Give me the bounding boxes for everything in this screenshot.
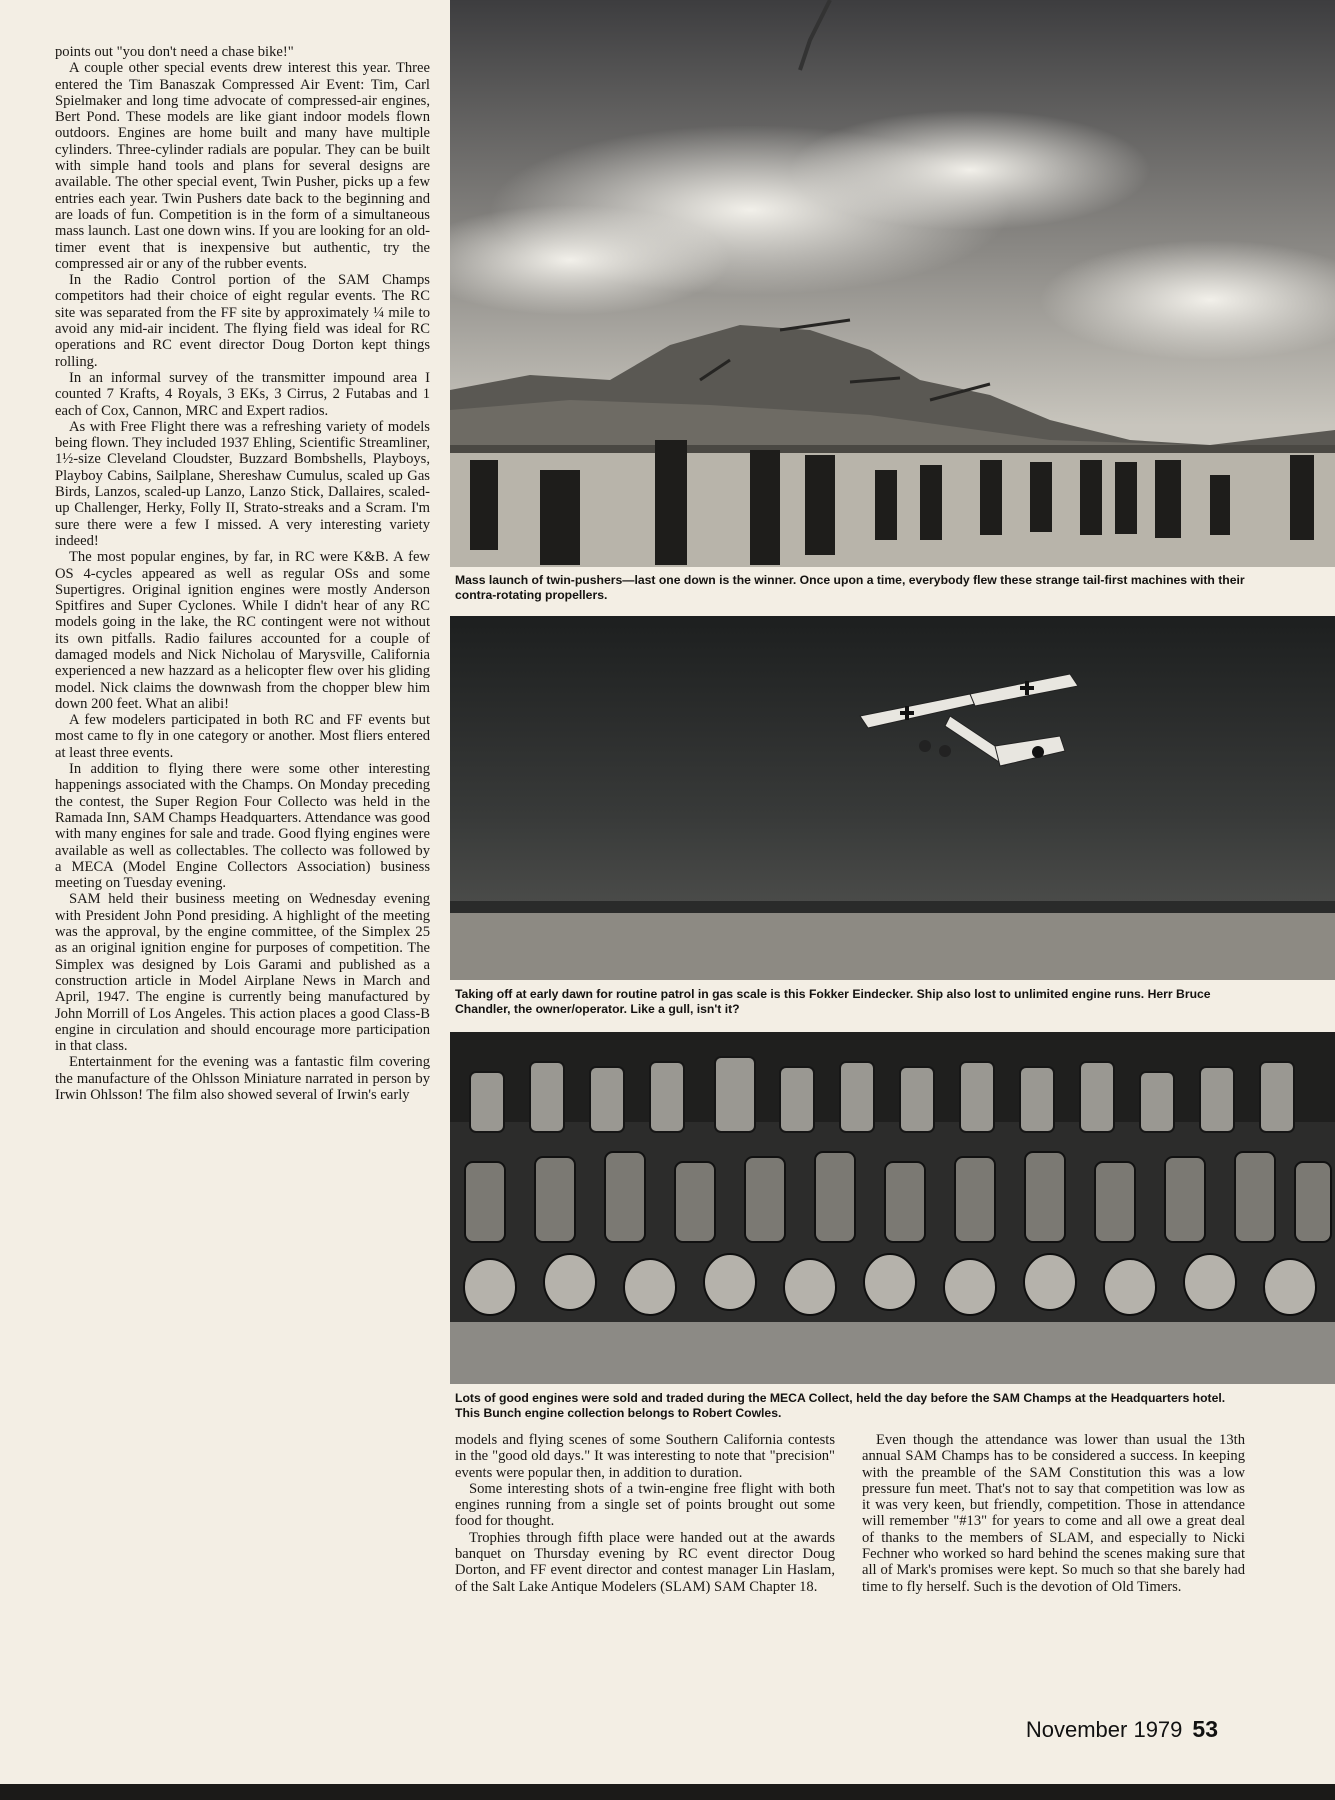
article-left-column [55,44,430,1103]
paragraph: SAM held their business meeting on Wednesday evening with President John Pond presiding. A highlight of the meeting was the approval, by the engine committee, of the Simplex 25 as an original ignition engine for purposes of competition. The Simplex was designed by Lois Garami and published as a construction article in Model Airplane News in March and April, 1947. The engine is currently being manufactured by John Morrill of Los Angeles. This action places a good Class-B engine in circulation and should encourage more participation in that class. [55,891,430,1055]
paragraph: A couple other special events drew interest this year. Three entered the Tim Banaszak Compressed Air Event: Tim, Carl Spielmaker and long time advocate of compressed-air engines, Bert Pond. These models are like giant indoor models flown outdoors. Engines are home built and many have multiple cylinders. Three-cylinder radials are popular. They can be built with simple hand tools and plans for several designs are available. The other special event, Twin Pusher, picks up a few entries each year. Twin Pushers date back to the beginning and are loads of fun. Competition is in the form of a simultaneous mass launch. Last one down wins. If you are looking for an old-timer event that is inexpensive but authentic, try the compressed air or any of the rubber events. [55,60,430,272]
paragraph: As with Free Flight there was a refreshing variety of models being flown. They included 1937 Ehling, Scientific Streamliner, 1½-size Cleveland Cloudster, Buzzard Bombshells, Playboys, Playboy Cabins, Sailplane, Shereshaw Cumulus, scaled up Gas Birds, Lanzos, scaled-up Lanzo, Lanzo Stick, Dallaires, scaled-up Challenger, Herky, Folly II, Strato-streaks and a Scram. I'm sure there were a few I missed. A very interesting variety indeed! [55,418,430,549]
paragraph: In an informal survey of the transmitter impound area I counted 7 Krafts, 4 Royals, 3 EKs, 3 Cirrus, 2 Futabas and 1 each of Cox, Cannon, MRC and Expert radios. [55,369,430,419]
paragraph: In addition to flying there were some other interesting happenings associated with the Champs. On Monday preceding the contest, the Super Region Four Collecto was held in the Ramada Inn, SAM Champs Headquarters. Attendance was good with many engines for sale and trade. Good flying engines were available as well as collectables. The collecto was followed by a MECA (Model Engine Collectors Association) business meeting on Tuesday evening. [55,761,430,892]
photo-fokker-eindecker [450,616,1335,980]
paragraph: Some interesting shots of a twin-engine free flight with both engines running from a single set of points brought out some food for thought. [455,1480,835,1530]
paragraph: points out "you don't need a chase bike!" [55,44,294,60]
issue-date: November 1979 [1025,1717,1183,1742]
photo-twin-pusher-launch [450,0,1335,567]
paragraph: A few modelers participated in both RC and FF events but most came to fly in one category or another. Most fliers entered at least three events. [55,712,430,761]
photo-engine-collection [450,1032,1335,1384]
photo-caption: Taking off at early dawn for routine patrol in gas scale is this Fokker Eindecker. Ship also lost to unlimited engine runs. Herr Bruce Chandler, the owner/operator. Like a gull, isn't it? [455,987,1211,1016]
paragraph: Even though the attendance was lower than usual the 13th annual SAM Champs has to be considered a success. In keeping with the preamble of the SAM Constitution this was a low pressure fun meet. That's not to say that competition was low as it was very keen, but friendly, competition. Those in attendance will remember "#13" for years to come and all owe a great deal of thanks to the members of SLAM, and especially to Nicki Fechner who worked so hard behind the scenes making sure that all of Mark's promises were kept. So much so that she barely had time to fly herself. Such is the devotion of Old Timers. [862,1432,1245,1595]
photo-caption: Lots of good engines were sold and traded during the MECA Collect, held the day before the SAM Champs at the Headquarters hotel. This Bunch engine collection belongs to Robert Cowles. [455,1391,1226,1420]
paragraph: Entertainment for the evening was a fantastic film covering the manufacture of the Ohlsson Miniature narrated in person by Irwin Ohlsson! The film also showed several of Irwin's early [55,1054,430,1103]
scan-edge [0,1784,1335,1800]
page-number: 53 [1192,1716,1218,1742]
page-footer [1026,1716,1218,1743]
photo-caption: Mass launch of twin-pushers—last one down is the winner. Once upon a time, everybody flew these strange tail-first machines with their contra-rotating propellers. [455,573,1245,602]
paragraph: The most popular engines, by far, in RC were K&B. A few OS 4-cycles appeared as well as regular OSs and some Supertigres. Original ignition engines were mostly Anderson Spitfires and Super Cyclones. While I didn't hear of any RC models going in the lake, the RC contingent were not without its own pitfalls. Radio failures accounted for a couple of damaged models and Nick Nicholau of Marysville, California experienced a new hazzard as a helicopter flew over his gliding model. Nick claims the downwash from the chopper blew him down 200 feet. What an alibi! [55,549,430,712]
paragraph: models and flying scenes of some Southern California contests in the "good old days." It was interesting to note that "precision" events were popular then, in addition to duration. [455,1432,835,1481]
paragraph: Trophies through fifth place were handed out at the awards banquet on Thursday evening by RC event director Doug Dorton, and FF event director and contest manager Lin Haslam, of the Salt Lake Antique Modelers (SLAM) SAM Chapter 18. [455,1529,835,1595]
paragraph: In the Radio Control portion of the SAM Champs competitors had their choice of eight regular events. The RC site was separated from the FF site by approximately ¼ mile to avoid any mid-air incident. The flying field was ideal for RC operations and RC event director Doug Dorton kept things rolling. [55,272,430,370]
article-middle-column [455,1432,835,1595]
article-right-column [862,1432,1245,1595]
